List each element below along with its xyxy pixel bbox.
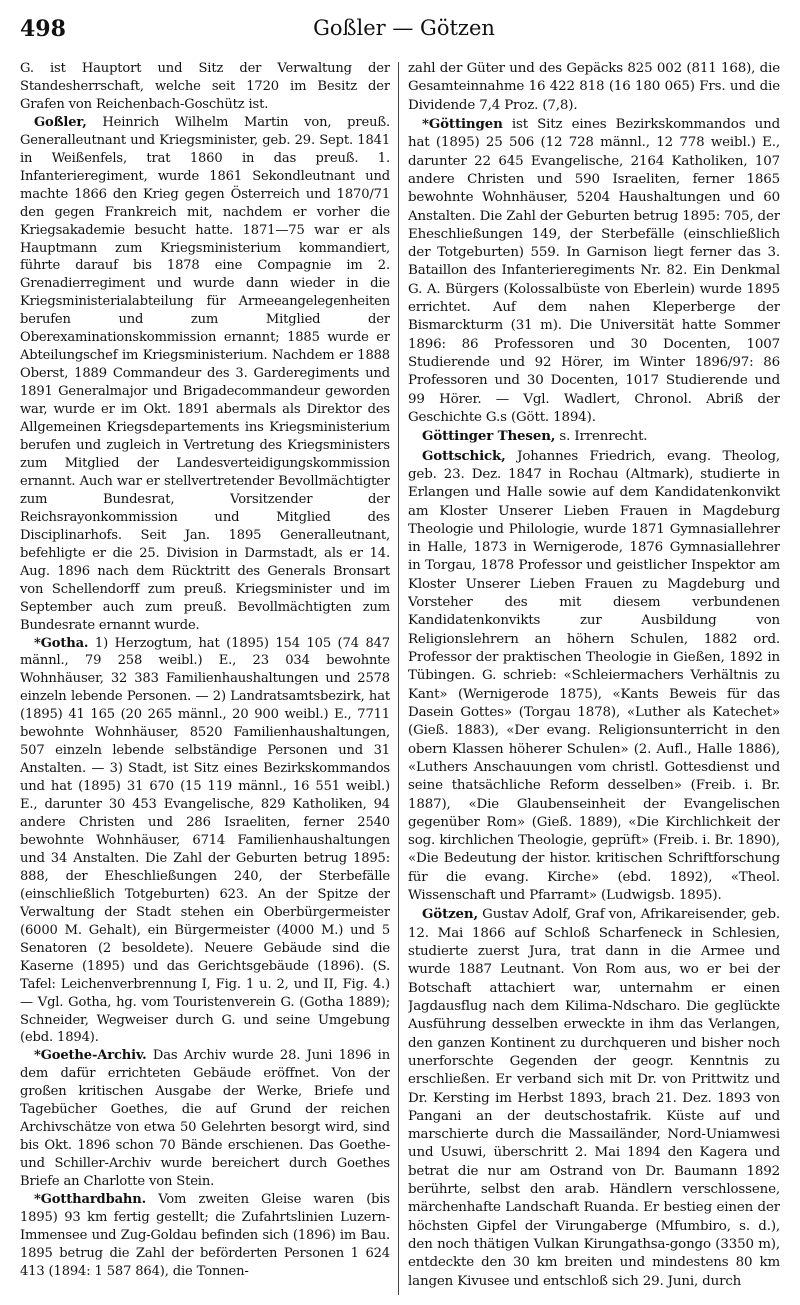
entry-text: s. Irrenrecht. <box>555 429 648 445</box>
entry-gossler <box>20 114 390 635</box>
entry-text: zahl der Güter und des Gepäcks 825 002 (811 168), die Gesamteinnahme 16 422 818 (16 180 065) Frs. und die Dividende 7,4 Proz. (7,8). <box>408 61 780 113</box>
headword: Göttinger Thesen, <box>422 428 556 445</box>
entry-gotthardbahn <box>20 1191 390 1281</box>
entry-text: Das Archiv wurde 28. Juni 1896 in dem dafür errichteten Gebäude eröffnet. Von der großen kritischen Ausgabe der Werke, Briefe und Tagebücher Goethes, die auf Grund der reichen Archivschätze von etwa 50 Gelehrten besorgt wird, sind bis Okt. 1896 schon 70 Bände erschienen. Das Goethe- und Schiller-Archiv wurde bereichert durch Goethes Briefe an Charlotte von Stein. <box>20 1048 390 1190</box>
column-divider <box>398 62 399 1295</box>
entry-goetzen <box>408 905 780 1291</box>
entry-text: 1) Herzogtum, hat (1895) 154 105 (74 847 männl., 79 258 weibl.) E., 23 034 bewohnte Wohnhäuser, 32 383 Familienhaushaltungen und 2578 einzeln lebende Personen. — 2) Landratsamtsbezirk, hat (1895) 41 165 (20 265 männl., 20 900 weibl.) E., 7711 bewohnte Wohnhäuser, 8520 Familienhaushaltungen, 507 einzeln lebende selbständige Personen und 31 Anstalten. — 3) Stadt, ist Sitz eines Bezirkskommandos und hat (1895) 31 670 (15 119 männl., 16 551 weibl.) E., darunter 30 453 Evangelische, 829 Katholiken, 94 andere Christen und 286 Israeliten, ferner 2540 bewohnte Wohnhäuser, 6714 Familienhaushaltungen und 34 Anstalten. Die Zahl der Geburten betrug 1895: 888, der Eheschließungen 240, der Sterbefälle (einschließlich Totgeburten) 623. An der Spitze der Verwaltung der Stadt stehen ein Oberbürgermeister (6000 M. Gehalt), ein Bürgermeister (4000 M.) und 5 Senatoren (2 besoldete). Neuere Gebäude sind die Kaserne (1895) und das Gerichtsgebäude (1896). (S. Tafel: Leichenverbrennung I, Fig. 1 u. 2, und II, Fig. 4.) — Vgl. Gotha, hg. vom Touristenverein G. (Gotha 1889); Schneider, Wegweiser durch G. und seine Umgebung (ebd. 1894). <box>20 635 390 1046</box>
entry-text: G. ist Hauptort und Sitz der Verwaltung der Standesherrschaft, welche seit 1720 im Besitz der Grafen von Reichenbach-Goschütz ist. <box>20 61 390 112</box>
entry-gotthardbahn-cont <box>408 60 780 115</box>
entry-text: Johannes Friedrich, evang. Theolog, geb. 23. Dez. 1847 in Rochau (Altmark), studierte in Erlangen und Halle sowie auf dem Kandidatenkonvikt am Kloster Unserer Lieben Frauen in Magdeburg Theologie und Philologie, wurde 1871 Gymnasiallehrer in Halle, 1873 in Wernigerode, 1876 Gymnasiallehrer in Torgau, 1878 Professor und geistlicher Inspektor am Kloster Unserer Lieben Frauen zu Magdeburg und Vorsteher des mit diesem verbundenen Kandidatenkonvikts zur Ausbildung von Religionslehrern an höhern Schulen, 1882 ord. Professor der praktischen Theologie in Gießen, 1892 in Tübingen. G. schrieb: «Schleiermachers Verhältnis zu Kant» (Wernigerode 1875), «Kants Beweis für das Dasein Gottes» (Torgau 1878), «Luther als Katechet» (Gieß. 1883), «Der evang. Religionsunterricht in den obern Klassen höherer Schulen» (2. Aufl., Halle 1886), «Luthers Anschauungen vom christl. Gottesdienst und seine thatsächliche Reform desselben» (Freib. i. Br. 1887), «Die Glaubenseinheit der Evangelischen gegenüber Rom» (Gieß. 1889), «Die Kirchlichkeit der sog. kirchlichen Theologie, geprüft» (Freib. i. Br. 1890), «Die Bedeutung der histor. kritischen Schriftforschung für die evang. Kirche» (ebd. 1892), «Theol. Wissenschaft und Pfarramt» (Ludwigsb. 1895). <box>408 448 780 904</box>
page-header <box>20 8 788 48</box>
entry-text: Vom zweiten Gleise waren (bis 1895) 93 km fertig gestellt; die Zufahrtslinien Luzern-Immensee und Zug-Goldau befinden sich (1896) im Bau. 1895 betrug die Zahl der beförderten Personen 1 624 413 (1894: 1 587 864), die Tonnen- <box>20 1192 390 1279</box>
headword: Goßler, <box>34 114 87 130</box>
headword: *Gotthardbahn. <box>34 1192 147 1208</box>
headword: *Goethe-Archiv. <box>34 1048 147 1064</box>
headword: *Gotha. <box>34 635 89 651</box>
entry-gotha <box>20 635 390 1048</box>
entry-text: Gustav Adolf, Graf von, Afrikareisender, geb. 12. Mai 1866 auf Schloß Scharfeneck in Schlesien, studierte zuerst Jura, trat dann in die Armee und wurde 1887 Leutnant. Von Rom aus, wo er bei der Botschaft attachiert war, unternahm er einen Jagdausflug nach dem Kilima-Ndscharo. Die geglückte Ausführung desselben erweckte in ihm das Verlangen, den ganzen Kontinent zu durchqueren und bisher noch unerforschte Gegenden der geogr. Kenntnis zu erschließen. Er verband sich mit Dr. von Prittwitz und Dr. Kersting im Herbst 1893, brach 21. Dez. 1893 von Pangani an der deutschostafrik. Küste auf und marschierte durch die Massailänder, Nord-Uniamwesi und Usuwi, überschritt 2. Mai 1894 den Kagera und betrat die nur am Ostrand von Dr. Baumann 1892 berührte, selbst den arab. Händlern verschlossene, märchenhafte Landschaft Ruanda. Er bestieg einen der höchsten Gipfel der Virungaberge (Mfumbiro, s. d.), den noch thätigen Vulkan Kirungathsa-gongo (3350 m), entdeckte den 30 km breiten und mindestens 80 km langen Kivusee und entschloß sich 29. Juni, durch <box>408 907 780 1289</box>
entry-text: Heinrich Wilhelm Martin von, preuß. Generalleutnant und Kriegsminister, geb. 29. Sept. 1841 in Weißenfels, trat 1860 in das preuß. 1. Infanterieregiment, wurde 1861 Sekondleutnant und machte 1866 den Krieg gegen Österreich und 1870/71 den gegen Frankreich mit, nachdem er vorher die Kriegsakademie besucht hatte. 1871—75 war er als Hauptmann zum Kriegsministerium kommandiert, führte darauf bis 1878 eine Compagnie im 2. Grenadierregiment und wurde dann wieder in die Kriegsministerialabteilung für Armeeangelegenheiten berufen und zum Mitglied der Oberexaminationskommission ernannt; 1885 wurde er Abteilungschef im Kriegsministerium. Nachdem er 1888 Oberst, 1889 Commandeur des 3. Garderegiments und 1891 Generalmajor und Brigadecommandeur geworden war, wurde er im Okt. 1891 abermals als Direktor des Allgemeinen Kriegsdepartements ins Kriegsministerium berufen und zugleich in Vertretung des Kriegsministers zum Mitglied der Landesverteidigungskommission ernannt. Auch war er stellvertretender Bevollmächtigter zum Bundesrat, Vorsitzender der Reichsrayonkommission und Mitglied des Disciplinarhofs. Seit Jan. 1895 Generalleutnant, befehligte er die 25. Division in Darmstadt, als er 14. Aug. 1896 nach dem Rücktritt des Generals Bronsart von Schellendorff zum preuß. Kriegsminister und im September auch zum preuß. Bevollmächtigten zum Bundesrate ernannt wurde. <box>20 114 390 633</box>
entry-text: ist Sitz eines Bezirkskommandos und hat (1895) 25 506 (12 728 männl., 12 778 weibl.) E., darunter 22 645 Evangelische, 2164 Katholiken, 107 andere Christen und 590 Israeliten, ferner 1865 bewohnte Wohnhäuser, 5204 Haushaltungen und 60 Anstalten. Die Zahl der Geburten betrug 1895: 705, der Eheschließungen 149, der Sterbefälle (einschließlich der Totgeburten) 559. In Garnison liegt ferner das 3. Bataillon des Infanterieregiments Nr. 82. Ein Denkmal G. A. Bürgers (Kolossalbüste von Eberlein) wurde 1895 errichtet. Auf dem nahen Kleperberge der Bismarckturm (31 m). Die Universität hatte Sommer 1896: 86 Professoren und 30 Docenten, 1007 Studierende und 92 Hörer, im Winter 1896/97: 86 Professoren und 30 Docenten, 1017 Studierende und 99 Hörer. — Vgl. Wadlert, Chronol. Abriß der Geschichte G.s (Gött. 1894). <box>408 116 780 425</box>
left-column <box>20 60 390 1299</box>
entry-goettingen <box>408 115 780 427</box>
headword: *Göttingen <box>422 115 503 132</box>
entry-goethe-archiv <box>20 1047 390 1191</box>
entry-gohlis-cont <box>20 60 390 114</box>
running-head: Goßler — Götzen <box>313 16 495 40</box>
headword: Gottschick, <box>422 447 506 464</box>
entry-gottschick <box>408 447 780 906</box>
right-column <box>408 60 780 1299</box>
headword: Götzen, <box>422 906 479 923</box>
entry-goettinger-thesen <box>408 427 780 446</box>
page-number: 498 <box>20 16 66 42</box>
